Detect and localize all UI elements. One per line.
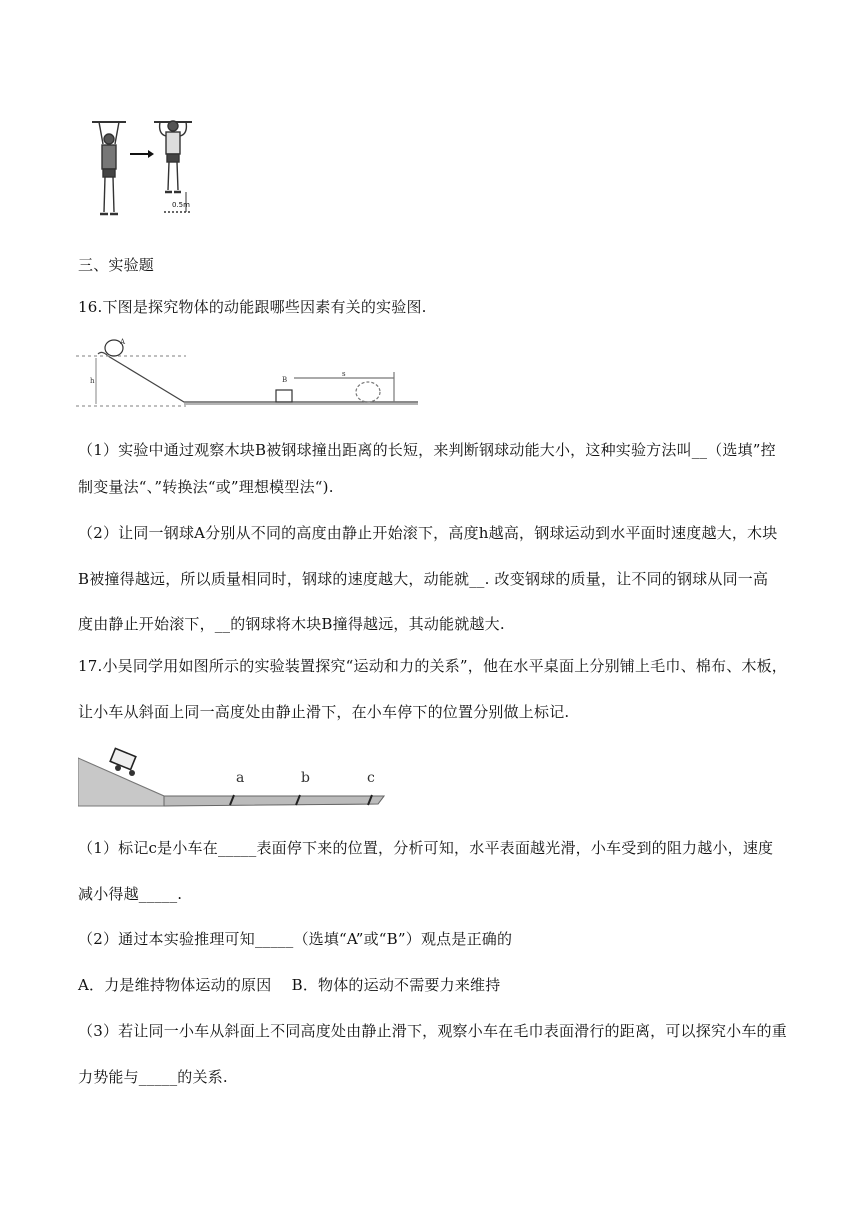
q17-stem-line2: 让小车从斜面上同一高度处由静止滑下，在小车停下的位置分别做上标记. — [78, 703, 570, 721]
mark-a-label: a — [236, 770, 245, 786]
q16-part1-line1: （1）实验中通过观察木块B被钢球撞出距离的长短，来判断钢球动能大小，这种实验方法叫__（选填”控 — [78, 441, 776, 459]
cart — [110, 748, 136, 776]
kinetic-energy-figure — [76, 336, 422, 412]
q17-part3-line1: （3）若让同一小车从斜面上不同高度处由静止滑下，观察小车在毛巾表面滑行的距离，可以探究小车的重 — [78, 1022, 787, 1040]
label-b: B — [282, 376, 288, 384]
block-b — [276, 390, 292, 402]
label-h: h — [90, 377, 95, 385]
q16-part2-line2: B被撞得越远，所以质量相同时，钢球的速度越大，动能就__. 改变钢球的质量，让不同的钢球从同一高 — [78, 570, 769, 588]
mark-b-label: b — [301, 770, 310, 786]
q17-part3-line2: 力势能与_____的关系. — [78, 1068, 228, 1086]
height-label: 0.5m — [172, 201, 190, 209]
q17-part1-line1: （1）标记c是小车在_____表面停下来的位置，分析可知，水平表面越光滑，小车受到的阻力越小，速度 — [78, 839, 774, 857]
q17-part2-options: A．力是维持物体运动的原因 B．物体的运动不需要力来维持 — [78, 976, 501, 994]
label-a: A — [120, 338, 126, 346]
mark-c-label: c — [367, 770, 375, 786]
section-title: 三、实验题 — [78, 256, 155, 274]
label-s: s — [342, 370, 346, 378]
pullup-figure — [88, 112, 198, 224]
q16-stem: 16.下图是探究物体的动能跟哪些因素有关的实验图. — [78, 298, 427, 316]
motion-force-figure — [78, 744, 388, 812]
arrow-icon — [130, 150, 154, 158]
q17-part1-line2: 减小得越_____. — [78, 885, 183, 903]
q17-stem-line1: 17.小吴同学用如图所示的实验装置探究“运动和力的关系”，他在水平桌面上分别铺上毛巾、棉布、木板， — [78, 657, 787, 675]
q16-part2-line3: 度由静止开始滚下，__的钢球将木块B撞得越远，其动能就越大. — [78, 615, 505, 633]
q16-part1-line2: 制变量法“、”转换法“或”理想模型法“). — [78, 478, 334, 496]
q16-part2-line1: （2）让同一钢球A分别从不同的高度由静止开始滚下，高度h越高，钢球运动到水平面时速度越大，木块 — [78, 524, 778, 542]
person-hanging — [92, 122, 126, 214]
person-pulled-up — [154, 121, 192, 212]
q17-part2-line1: （2）通过本实验推理可知_____（选填“A”或“B”）观点是正确的 — [78, 930, 513, 948]
